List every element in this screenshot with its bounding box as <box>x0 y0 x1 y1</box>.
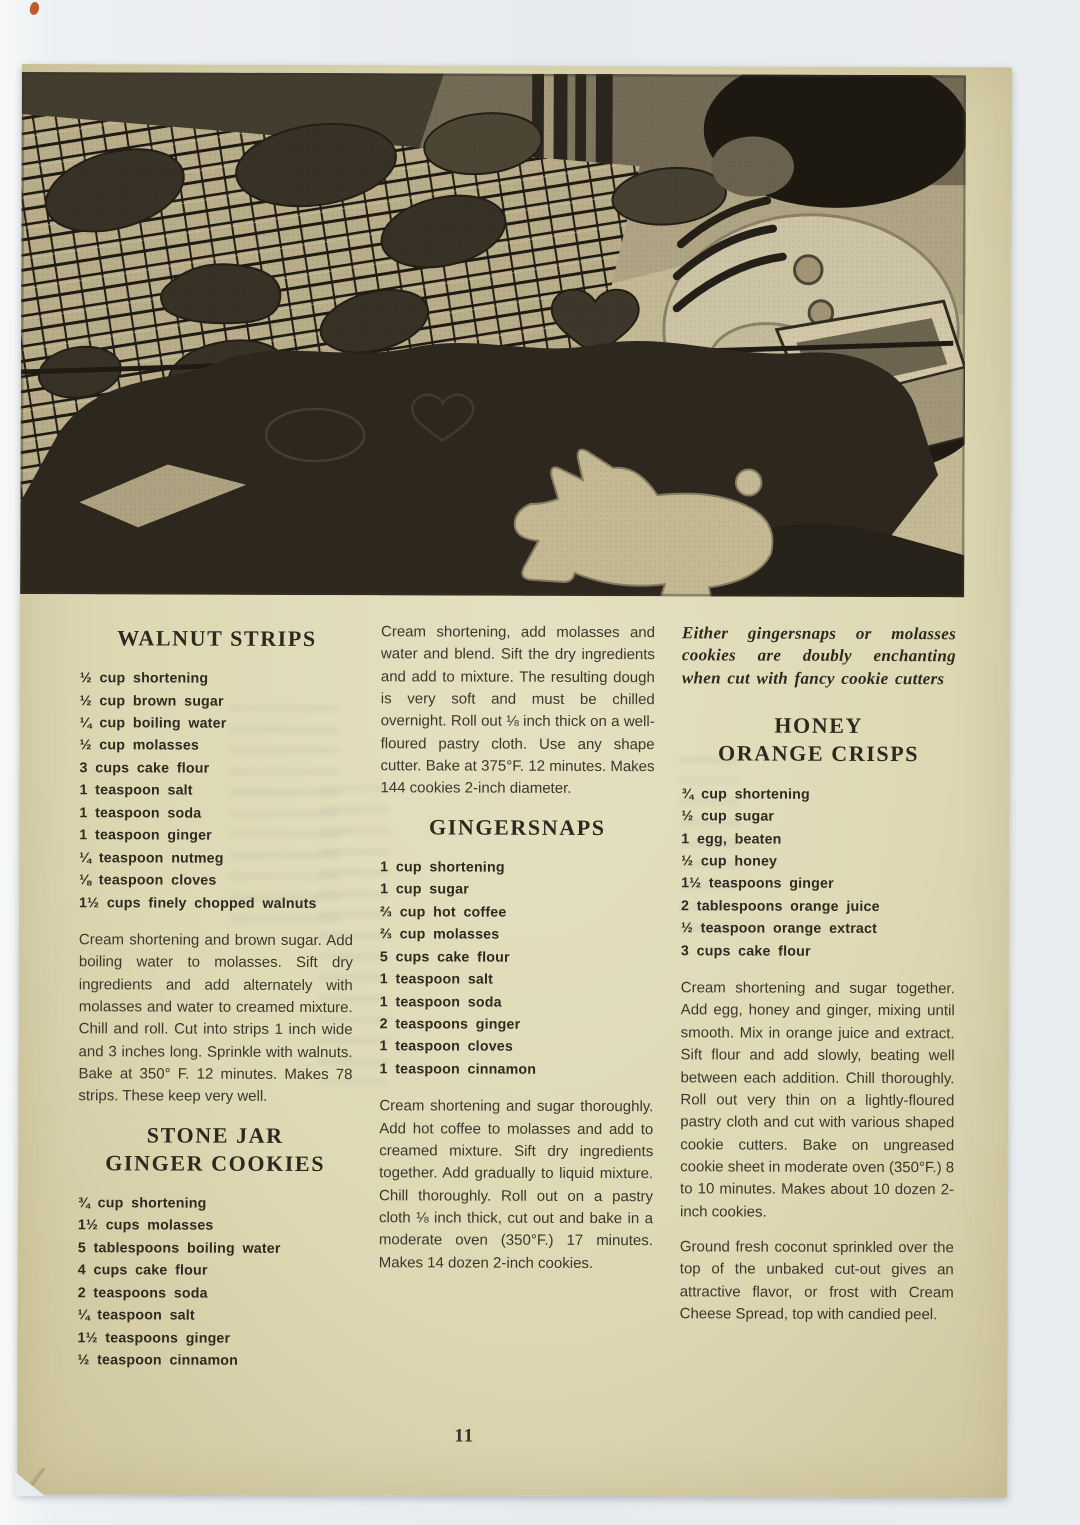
ingredient-line: ¼ teaspoon nutmeg <box>79 849 224 867</box>
recipe-title-line: WALNUT STRIPS <box>117 625 317 652</box>
ingredient-line: 3 cups cake flour <box>79 760 210 777</box>
ingredient-line: 3 cups cake flour <box>680 942 811 960</box>
recipe-instructions: Ground fresh coconut sprinkled over the top of the unbaked cut-out gives an attractive flavor, or frost with Cream Cheese Spread, top with candied peel. <box>679 1238 954 1324</box>
ingredient-line: ½ cup brown sugar <box>79 692 224 710</box>
ingredient-line: 2 teaspoons soda <box>77 1284 208 1302</box>
ingredient-line: 1 cup sugar <box>380 881 469 898</box>
ingredient-line: 1 teaspoon salt <box>379 971 494 988</box>
recipe-title <box>380 813 654 842</box>
ingredient-line: 1½ teaspoons ginger <box>77 1329 231 1347</box>
recipe-title <box>80 624 354 653</box>
ingredient-line: ¼ cup boiling water <box>79 715 227 732</box>
ingredient-line: 5 cups cake flour <box>379 948 510 966</box>
recipe-photo <box>20 72 966 597</box>
ingredient-list <box>77 1192 352 1372</box>
ingredient-line: 1 teaspoon soda <box>379 993 502 1011</box>
column-right <box>679 622 956 1389</box>
ingredient-line: ¾ cup shortening <box>77 1195 207 1212</box>
recipe-instructions: Cream shortening and brown sugar. Add boiling water to molasses. Sift dry ingredients and add alternately with molasses and water to creamed mixture. Chill and roll. Cut into strips 1 inch wide and 3 inches long. Sprinkle with walnuts. Bake at 350° F. 12 minutes. Makes 78 strips. These keep very well. <box>78 931 353 1106</box>
recipe-title-line: ORANGE CRISPS <box>717 740 920 767</box>
ingredient-line: 1 teaspoon cloves <box>379 1038 514 1056</box>
ingredient-list <box>379 856 654 1081</box>
ingredient-line: 4 cups cake flour <box>77 1262 208 1279</box>
column-middle <box>378 621 655 1388</box>
recipe-title-line: HONEY <box>774 712 864 739</box>
recipe-title-line: STONE JAR <box>146 1122 284 1148</box>
ingredient-line: ½ cup molasses <box>79 737 200 755</box>
paper-fragment <box>28 1 41 16</box>
corner-fold <box>15 1472 45 1496</box>
ingredient-list <box>681 783 956 963</box>
ingredient-line: ½ teaspoon cinnamon <box>77 1352 239 1369</box>
ingredient-line: 1 teaspoon salt <box>79 782 193 799</box>
magazine-page <box>17 64 1012 1497</box>
recipe-columns <box>17 594 1010 1390</box>
photo-illustration <box>20 72 966 597</box>
ingredient-list <box>79 667 354 915</box>
ingredient-line: 1½ cups finely chopped walnuts <box>79 894 317 912</box>
recipe-title <box>78 1121 352 1178</box>
column-left <box>77 620 354 1387</box>
ingredient-line: ¾ cup shortening <box>681 785 810 803</box>
photo-caption-note: Either gingersnaps or molasses cookies are doubly enchanting when cut with fancy cookie cutters <box>681 623 957 689</box>
recipe-title-line: GINGER COOKIES <box>105 1150 326 1176</box>
recipe-instructions: Cream shortening and sugar thoroughly. Add hot coffee to molasses and add to creamed mixture. Sift dry ingredients together. Add gradually to liquid mixture. Chill thoroughly. Roll out on a pastry cloth ⅛ inch thick, cut out and bake in a moderate oven (350°F.) 17 minutes. Makes 14 dozen 2-inch cookies. <box>378 1097 654 1272</box>
ingredient-line: ¼ teaspoon salt <box>77 1307 195 1324</box>
ingredient-line: ½ cup honey <box>681 853 778 870</box>
ingredient-line: 5 tablespoons boiling water <box>77 1240 281 1257</box>
ingredient-line: 1 teaspoon cinnamon <box>379 1061 537 1078</box>
recipe-title <box>682 712 956 769</box>
recipe-title-line: GINGERSNAPS <box>429 814 606 840</box>
ingredient-line: 1 egg, beaten <box>681 830 782 848</box>
ingredient-line: ⅛ teaspoon cloves <box>79 872 217 889</box>
ingredient-line: 2 teaspoons ginger <box>379 1016 521 1033</box>
ingredient-line: 1½ cups molasses <box>77 1217 214 1235</box>
page-number: 11 <box>454 1425 475 1447</box>
recipe-instructions: Cream shortening and sugar together. Add egg, honey and ginger, mixing until smooth. Mix in orange juice and extract. Sift flour and add slowly, beating well between each addition. Chill thoroughly. Roll out very thin on a lightly-floured pastry cloth and cut with various shaped cookie cutters. Bake on ungreased cookie sheet in moderate oven (350°F.) 8 to 10 minutes. Makes about 10 dozen 2-inch cookies. <box>679 979 955 1221</box>
ingredient-line: 1½ teaspoons ginger <box>681 875 834 893</box>
ingredient-line: 1 cup shortening <box>380 859 505 876</box>
ingredient-line: ⅔ cup molasses <box>379 926 500 943</box>
ingredient-line: ½ cup shortening <box>79 670 209 687</box>
recipe-instructions: Cream shortening, add molasses and water and blend. Sift the dry ingredients and add to mixture. The resulting dough is very soft and must be chilled overnight. Roll out ⅛ inch thick on a well-floured pastry cloth. Use any shape cutter. Bake at 375°F. 12 minutes. Makes 144 cookies 2-inch diameter. <box>380 623 656 798</box>
ingredient-line: ½ cup sugar <box>681 808 775 825</box>
ingredient-line: ⅔ cup hot coffee <box>380 904 507 921</box>
ingredient-line: 1 teaspoon ginger <box>79 827 212 844</box>
ingredient-line: 2 tablespoons orange juice <box>681 898 880 915</box>
ingredient-line: 1 teaspoon soda <box>79 804 202 822</box>
ingredient-line: ½ teaspoon orange extract <box>680 920 878 938</box>
